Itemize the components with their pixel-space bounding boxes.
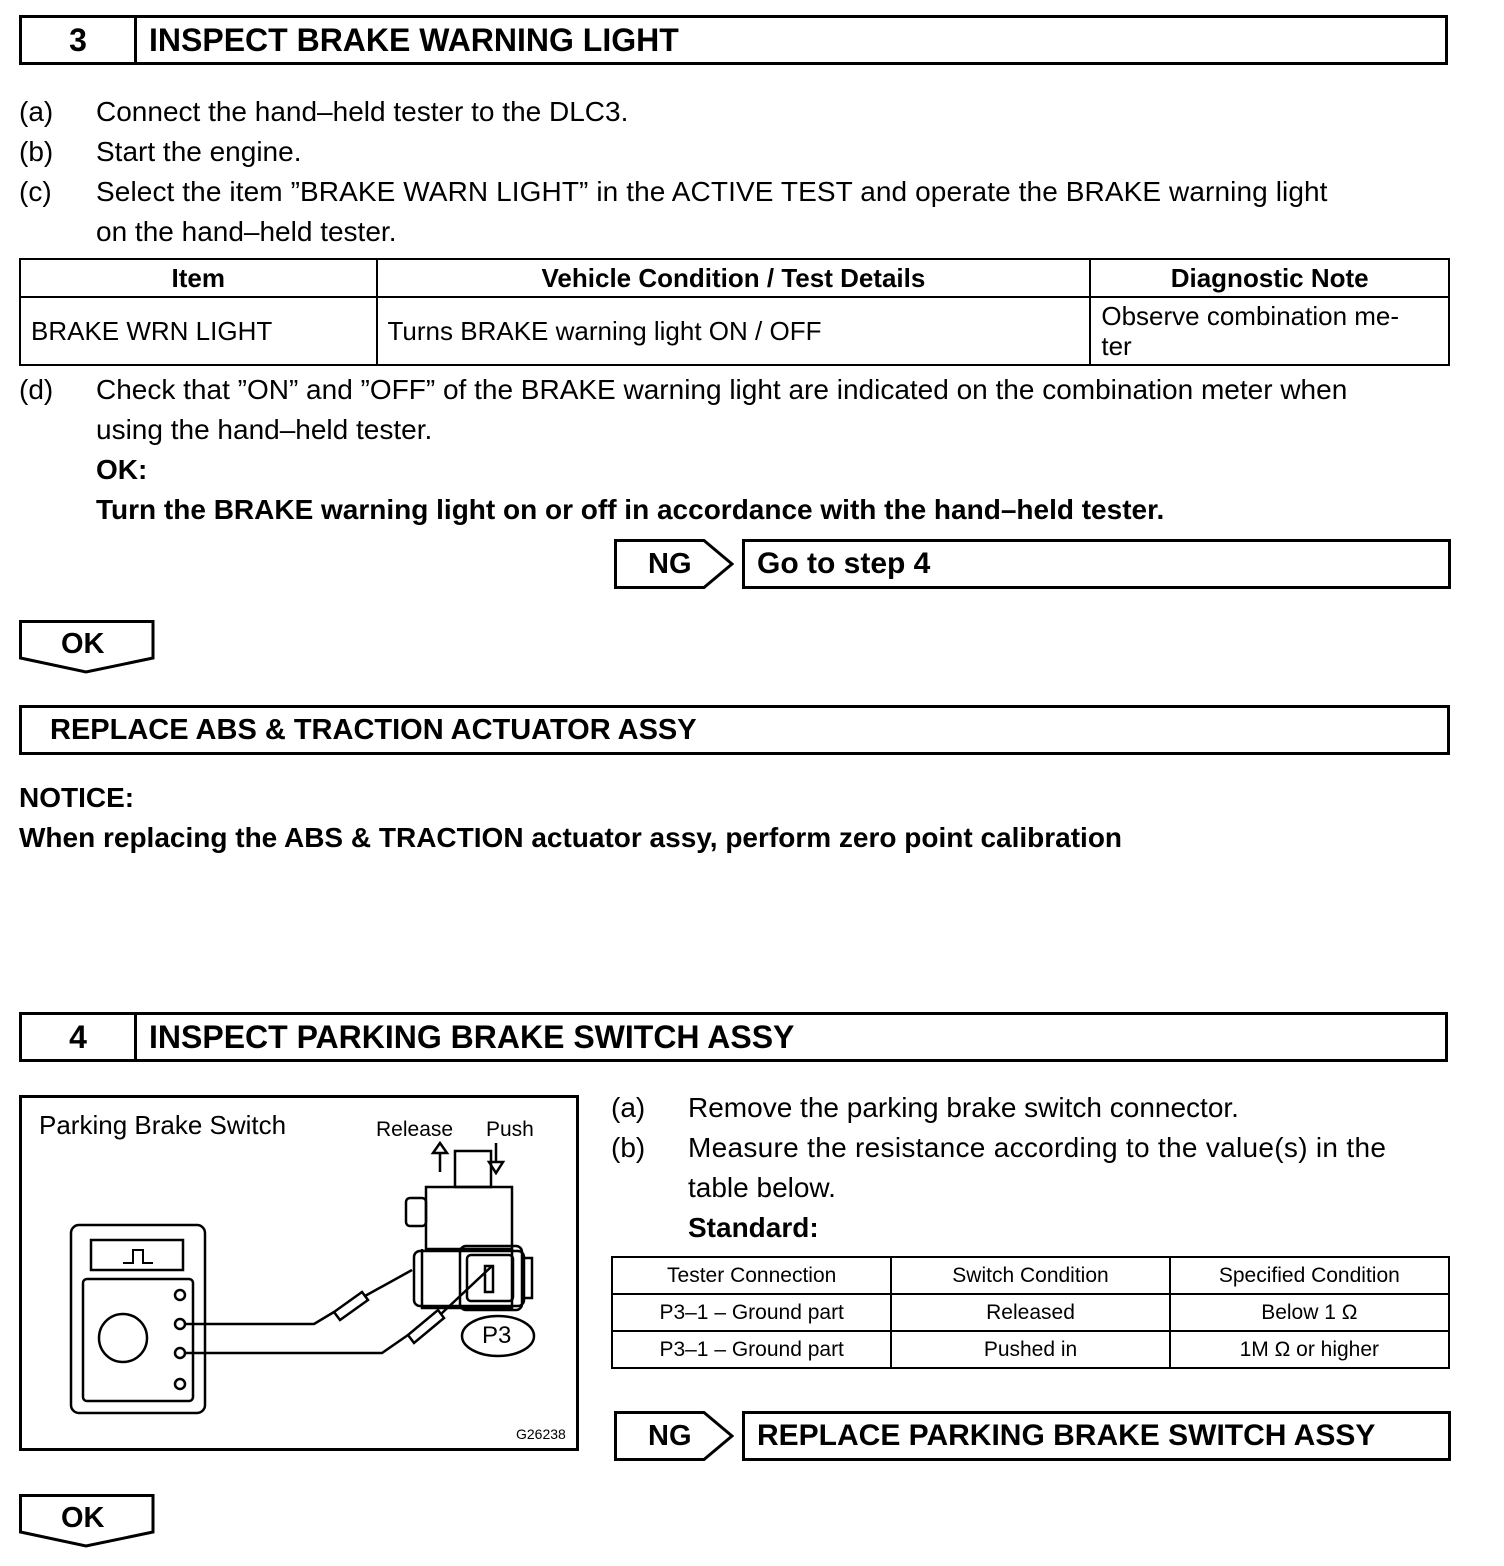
table-cell: 1M Ω or higher (1170, 1331, 1449, 1368)
notice-label: NOTICE: (19, 782, 135, 813)
standard-label: Standard: (688, 1212, 819, 1243)
item-text-cont: using the hand–held tester. (96, 414, 433, 445)
ng-tag (614, 1411, 734, 1461)
table-header: Tester Connection (612, 1257, 891, 1294)
table-cell (1090, 297, 1449, 365)
table-cell: BRAKE WRN LIGHT (20, 297, 377, 365)
item-text: Connect the hand–held tester to the DLC3. (96, 96, 629, 127)
step-number: 4 (22, 1015, 137, 1059)
ok-label: OK (61, 628, 105, 660)
ng-branch (614, 1411, 1451, 1461)
item-label: (b) (19, 136, 54, 167)
step-title: INSPECT BRAKE WARNING LIGHT (149, 21, 679, 58)
ng-result: Go to step 4 (742, 539, 1451, 589)
ng-tag (614, 539, 734, 589)
ng-label: NG (648, 1420, 692, 1452)
connector-label: P3 (482, 1322, 512, 1349)
ng-branch (614, 539, 1451, 589)
item-text-cont: table below. (688, 1172, 836, 1203)
ok-criteria: Turn the BRAKE warning light on or off in accordance with the hand–held tester. (96, 494, 1165, 525)
ok-label: OK (61, 1502, 105, 1534)
table-cell: P3–1 – Ground part (612, 1294, 891, 1331)
item-text-cont: on the hand–held tester. (96, 216, 397, 247)
ok-label: OK: (96, 454, 148, 485)
list-item (611, 1088, 1451, 1128)
active-test-table (19, 258, 1450, 366)
table-cell: Pushed in (891, 1331, 1169, 1368)
list-item (611, 1128, 1451, 1208)
ng-label: NG (648, 548, 692, 580)
item-label: (b) (611, 1132, 646, 1163)
table-header: Item (20, 259, 377, 297)
table-cell-line: Observe combination me- (1101, 301, 1400, 331)
list-item (19, 172, 1459, 252)
release-label: Release (376, 1118, 454, 1141)
item-label: (a) (611, 1092, 646, 1123)
ok-branch (19, 620, 157, 679)
item-text: Select the item ”BRAKE WARN LIGHT” in the ACTIVE TEST and operate the BRAKE warning light (96, 176, 1328, 207)
figure-code: G26238 (516, 1426, 566, 1442)
resistance-table (611, 1256, 1450, 1369)
release-arrow-icon (433, 1143, 447, 1172)
figure-title: Parking Brake Switch (39, 1110, 287, 1140)
item-text: Remove the parking brake switch connector. (688, 1092, 1239, 1123)
wiring-diagram (22, 1098, 576, 1448)
table-header: Switch Condition (891, 1257, 1169, 1294)
table-cell: Released (891, 1294, 1169, 1331)
step-number: 3 (22, 18, 137, 62)
item-label: (d) (19, 374, 54, 405)
table-cell: Below 1 Ω (1170, 1294, 1449, 1331)
push-label: Push (486, 1118, 534, 1141)
notice-text: When replacing the ABS & TRACTION actuator assy, perform zero point calibration (19, 822, 1123, 853)
step-3-header (19, 15, 1448, 65)
ng-result: REPLACE PARKING BRAKE SWITCH ASSY (742, 1411, 1451, 1461)
table-row (20, 297, 1449, 365)
table-header: Specified Condition (1170, 1257, 1449, 1294)
step-4-header (19, 1012, 1448, 1062)
parking-brake-switch-figure (19, 1095, 579, 1451)
item-label: (c) (19, 176, 52, 207)
table-cell: Turns BRAKE warning light ON / OFF (377, 297, 1091, 365)
item-label: (a) (19, 96, 54, 127)
list-item (19, 132, 1459, 172)
item-text: Check that ”ON” and ”OFF” of the BRAKE warning light are indicated on the combination meter when (96, 374, 1348, 405)
table-cell-line: ter (1101, 331, 1132, 361)
table-row (612, 1331, 1449, 1368)
item-text: Measure the resistance according to the value(s) in the (688, 1132, 1387, 1163)
list-item (19, 370, 1459, 450)
table-cell: P3–1 – Ground part (612, 1331, 891, 1368)
table-header: Vehicle Condition / Test Details (377, 259, 1091, 297)
ok-branch (19, 1494, 157, 1553)
table-header: Diagnostic Note (1090, 259, 1449, 297)
table-row (612, 1294, 1449, 1331)
item-text: Start the engine. (96, 136, 302, 167)
step-title: INSPECT PARKING BRAKE SWITCH ASSY (149, 1018, 795, 1055)
action-box: REPLACE ABS & TRACTION ACTUATOR ASSY (19, 705, 1450, 755)
list-item (19, 92, 1459, 132)
